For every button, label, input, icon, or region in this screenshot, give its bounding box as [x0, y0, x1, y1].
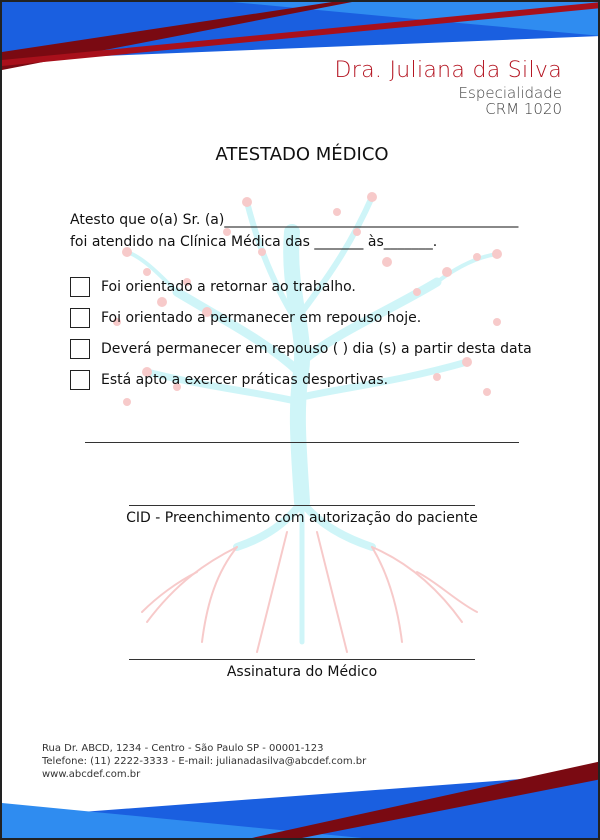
checkbox-rest-days[interactable] [70, 339, 90, 359]
footer [42, 742, 366, 781]
checkbox-rest-today[interactable] [70, 308, 90, 328]
doctor-crm: CRM 1020 [485, 100, 562, 118]
cid-label: CID - Preenchimento com autorização do paciente [126, 510, 478, 526]
check-item-return-work [70, 276, 532, 298]
check-item-rest-today [70, 307, 532, 329]
check-label: Foi orientado a permanecer em repouso hoje. [101, 310, 422, 326]
check-item-rest-days [70, 338, 532, 360]
footer-address: Rua Dr. ABCD, 1234 - Centro - São Paulo SP - 00001-123 [42, 743, 324, 754]
doctor-name: Dra. Juliana da Silva [334, 58, 562, 83]
checkbox-list [70, 276, 532, 400]
notes-line [85, 442, 519, 443]
attendance-time-line: foi atendido na Clínica Médica das _______ às_______. [70, 234, 438, 250]
patient-name-line: Atesto que o(a) Sr. (a)__________________________________________ [70, 212, 519, 228]
check-label: Está apto a exercer práticas desportivas. [101, 372, 389, 388]
document-title: ATESTADO MÉDICO [215, 144, 389, 165]
checkbox-return-work[interactable] [70, 277, 90, 297]
check-label: Deverá permanecer em repouso ( ) dia (s) a partir desta data [101, 341, 532, 357]
cid-line [129, 505, 475, 506]
footer-website: www.abcdef.com.br [42, 769, 141, 780]
checkbox-fit-sports[interactable] [70, 370, 90, 390]
check-label: Foi orientado a retornar ao trabalho. [101, 279, 356, 295]
footer-contact: Telefone: (11) 2222-3333 - E-mail: julianadasilva@abcdef.com.br [42, 756, 367, 767]
signature-line [129, 659, 475, 660]
check-item-fit-sports [70, 369, 532, 391]
doctor-specialty: Especialidade [458, 84, 562, 102]
signature-label: Assinatura do Médico [226, 664, 378, 680]
